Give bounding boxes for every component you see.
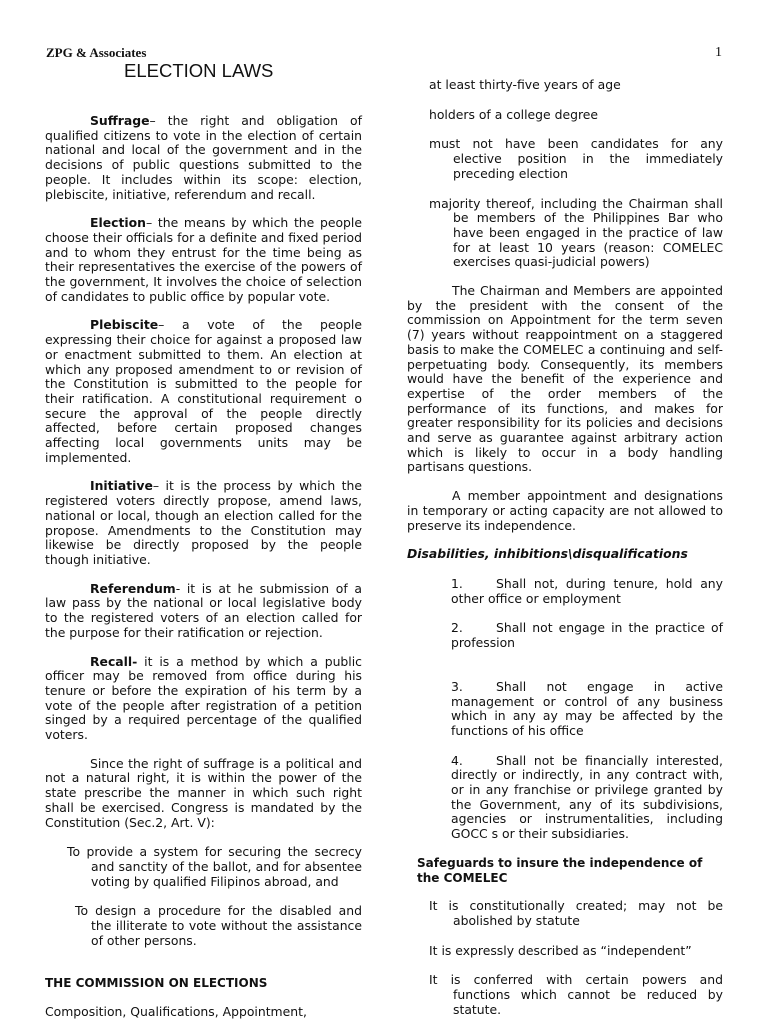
safeguard-item: It is conferred with certain powers and functions which cannot be reduced by statute. — [429, 972, 723, 1017]
definition-text: – it is the process by which the registered voters directly propose, amend laws, national or local, though an election called for the propose. Amendments to the Constitution may likewise be directly proposed by the people though initiative. — [45, 478, 362, 567]
definition-text: – the right and obligation of qualified citizens to vote in the election of certain national and local of the government and in the decisions of public questions submitted to the people. It includes within its scope: election, plebiscite, initiative, referendum and recall. — [45, 113, 362, 202]
item-number: 2. — [451, 620, 463, 636]
item-number: 1. — [451, 575, 463, 591]
initiative-definition — [45, 479, 362, 567]
qualification-item: holders of a college degree — [429, 106, 599, 122]
definition-term: Referendum — [90, 580, 176, 596]
page-number: 1 — [715, 45, 722, 60]
item-text: Shall not engage in active management or control of any business which in any ay may be affected by the functions of his office — [451, 678, 723, 738]
recall-definition — [45, 655, 362, 743]
disabilities-heading: Disabilities, inhibitions\disqualifications — [407, 546, 688, 562]
referendum-definition — [45, 582, 362, 641]
qualification-item: at least thirty-five years of age — [429, 77, 621, 92]
definition-term: Recall- — [90, 653, 138, 669]
item-text: Shall not, during tenure, hold any other office or employment — [451, 575, 723, 606]
left-column — [45, 114, 362, 1020]
definition-term: Suffrage — [90, 113, 150, 128]
definition-term: Initiative — [90, 478, 153, 494]
composition-subheading: Composition, Qualifications, Appointment, — [45, 1004, 307, 1020]
disability-item — [451, 754, 723, 842]
item-text: Shall not be financially interested, directly or indirectly, in any contract with, or in any franchise or privilege granted by the Government, any of its subdivisions, agencies or instrumentalities, including GOCC s or their subsidiaries. — [451, 752, 723, 842]
item-number: 3. — [451, 678, 463, 694]
disability-item — [451, 680, 723, 739]
safeguard-item: It is constitutionally created; may not be abolished by statute — [429, 898, 723, 928]
qualification-item: must not have been candidates for any elective position in the immediately preceding election — [429, 136, 723, 181]
suffrage-definition — [45, 114, 362, 202]
mandate-item: To design a procedure for the disabled and the illiterate to vote without the assistance of other persons. — [75, 903, 362, 948]
commission-heading: THE COMMISSION ON ELECTIONS — [45, 976, 268, 991]
right-column — [407, 78, 723, 1017]
definition-term: Election — [90, 215, 146, 231]
definition-text: - it is at he submission of a law pass by the national or local legislative body to the registered voters of an election called for the purpose for their ratification or rejection. — [45, 580, 362, 640]
election-definition — [45, 216, 362, 304]
firm-name: ZPG & Associates — [46, 45, 147, 60]
disability-item — [451, 621, 723, 650]
suffrage-political-right-paragraph: Since the right of suffrage is a political and not a natural right, it is within the power of the state prescribe the manner in which such right shall be exercised. Congress is mandated by the Constitution (Sec.2, Art. V): — [45, 755, 362, 830]
definition-text: it is a method by which a public officer may be removed from office during his tenure or before the expiration of his term by a vote of the people after registration of a petition singed by a required percentage of the qualified voters. — [45, 653, 362, 743]
definition-term: Plebiscite — [90, 317, 159, 333]
qualification-item: majority thereof, including the Chairman shall be members of the Philippines Bar who have been engaged in the practice of law for at least 10 years (reason: COMELEC exercises quasi-judicial powers) — [429, 195, 723, 270]
item-number: 4. — [451, 752, 463, 768]
plebiscite-definition — [45, 318, 362, 465]
document-title: ELECTION LAWS — [124, 60, 274, 81]
definition-text: – a vote of the people expressing their choice for against a proposed law or enactment submitted to them. An election at which any proposed amendment to or revision of the Constitution is submitted to the people for their ratification. A constitutional requirement o secure the approval of the people directly affected, before certain proposed changes affecting local governments units may be implemented. — [45, 317, 362, 465]
item-text: Shall not engage in the practice of profession — [451, 620, 723, 651]
mandate-item: To provide a system for securing the secrecy and sanctity of the ballot, and for absentee voting by qualified Filipinos abroad, and — [67, 844, 362, 889]
safeguards-heading: Safeguards to insure the independence of the COMELEC — [417, 855, 703, 885]
appointment-paragraph: The Chairman and Members are appointed by the president with the consent of the commission on Appointment for the term seven (7) years without reappointment on a staggered basis to make the COMELEC a continuing and self-perpetuating body. Consequently, its members would have the benefit of the experience and expertise of the order members of the performance of its functions, and makes for greater responsibility for its policies and decisions and serve as guarantee against arbitrary action which is likely to occur in a body handling partisans questions. — [407, 283, 723, 475]
definition-text: – the means by which the people choose their officials for a definite and fixed period and to whom they entrust for the time being as their representatives the exercise of the powers of the government, It involves the choice of selection of candidates to public office by popular vote. — [45, 215, 362, 304]
safeguard-item: It is expressly described as “independent” — [429, 942, 692, 958]
disability-item — [451, 577, 723, 606]
member-appointment-paragraph: A member appointment and designations in temporary or acting capacity are not allowed to preserve its independence. — [407, 488, 723, 533]
